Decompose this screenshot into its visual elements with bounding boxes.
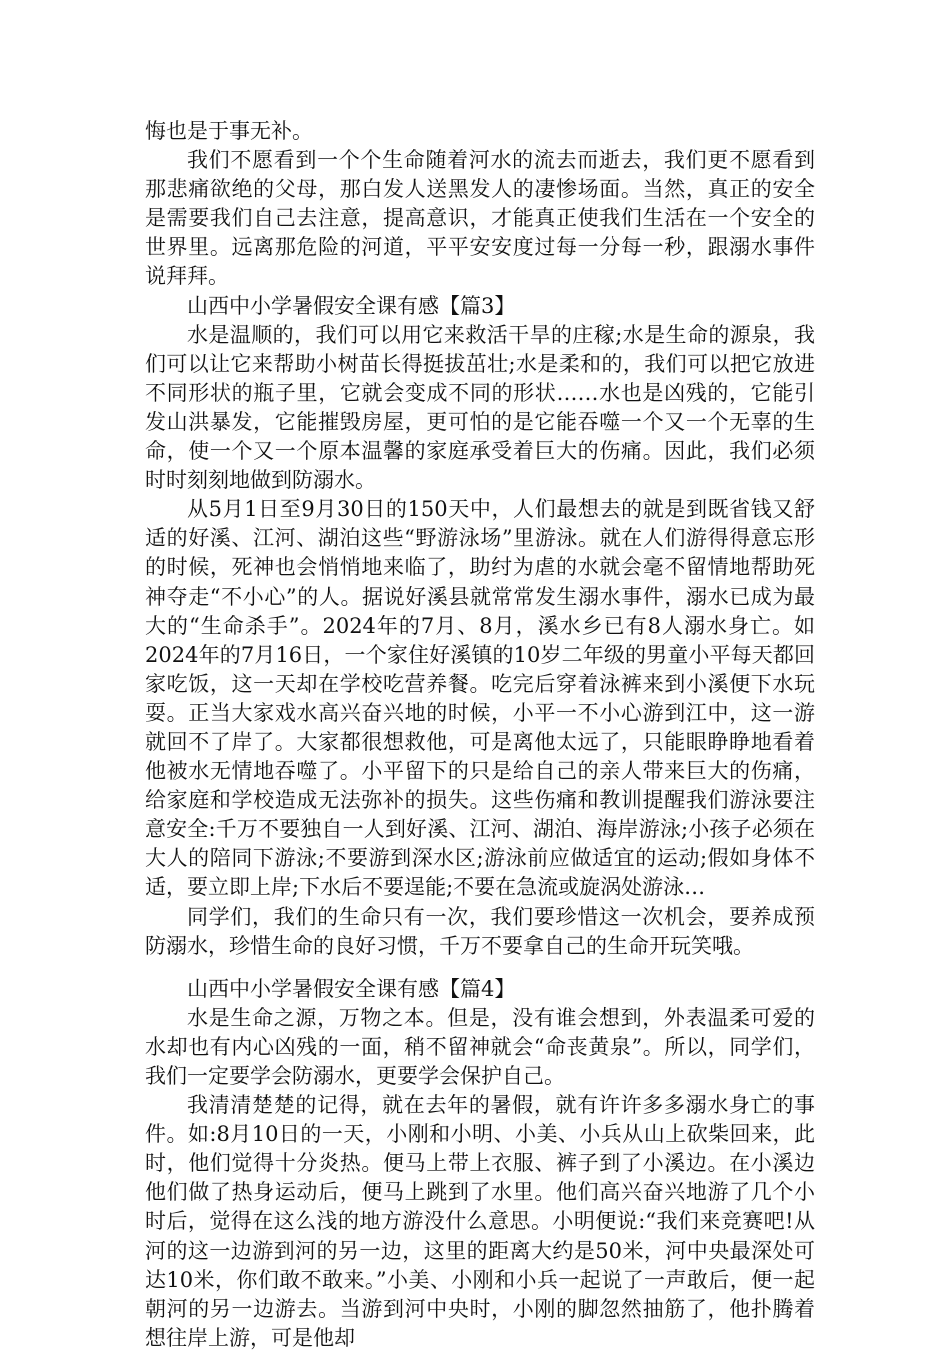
section-4-paragraph-2: 我清清楚楚的记得，就在去年的暑假，就有许许多多溺水身亡的事件。如:8月10日的一天，小刚和小明、小美、小兵从山上砍柴回来，此时，他们觉得十分炎热。便马上带上衣服、裤子到了小溪边。在小溪边他们做了热身运动后，便马上跳到了水里。他们高兴奋兴地游了几个小时后，觉得在这么浅的地方游没什么意思。小明便说:“我们来竞赛吧!从河的这一边游到河的另一边，这里的距离大约是50米，河中央最深处可达10米，你们敢不敢来。”小美、小刚和小兵一起说了一声敢后，便一起朝河的另一边游去。当游到河中央时，小刚的脚忽然抽筋了，他扑腾着想往岸上游，可是他却	[145, 1093, 815, 1350]
intro-continuation: 悔也是于事无补。	[145, 119, 313, 143]
intro-paragraph: 我们不愿看到一个个生命随着河水的流去而逝去，我们更不愿看到那悲痛欲绝的父母，那白发人送黑发人的凄惨场面。当然，真正的安全是需要我们自己去注意，提高意识，才能真正使我们生活在一个安全的世界里。远离那危险的河道，平平安安度过每一分每一秒，跟溺水事件说拜拜。	[145, 148, 815, 289]
section-4-heading: 山西中小学暑假安全课有感【篇4】	[187, 976, 516, 1001]
section-4-paragraph-1: 水是生命之源，万物之本。但是，没有谁会想到，外表温柔可爱的水却也有内心凶残的一面，稍不留神就会“命丧黄泉”。所以，同学们，我们一定要学会防溺水，更要学会保护自己。	[145, 1005, 815, 1088]
document-page	[145, 117, 815, 1353]
section-3-paragraph-1: 水是温顺的，我们可以用它来救活干旱的庄稼;水是生命的源泉，我们可以让它来帮助小树苗长得挺拔茁壮;水是柔和的，我们可以把它放进不同形状的瓶子里，它就会变成不同的形状……水也是凶残的，它能引发山洪暴发，它能摧毁房屋，更可怕的是它能吞噬一个又一个无辜的生命，使一个又一个原本温馨的家庭承受着巨大的伤痛。因此，我们必须时时刻刻地做到防溺水。	[145, 322, 815, 493]
section-3-paragraph-2: 从5月1日至9月30日的150天中，人们最想去的就是到既省钱又舒适的好溪、江河、湖泊这些“野游泳场”里游泳。就在人们游得得意忘形的时候，死神也会悄悄地来临了，助纣为虐的水就会毫不留情地帮助死神夺走“不小心”的人。据说好溪县就常常发生溺水事件，溺水已成为最大的“生命杀手”。2024年的7月、8月，溪水乡已有8人溺水身亡。如2024年的7月16日，一个家住好溪镇的10岁二年级的男童小平每天都回家吃饭，这一天却在学校吃营养餐。吃完后穿着泳裤来到小溪便下水玩耍。正当大家戏水高兴奋兴地的时候，小平一不小心游到江中，这一游就回不了岸了。大家都很想救他，可是离他太远了，只能眼睁睁地看着他被水无情地吞噬了。小平留下的只是给自己的亲人带来巨大的伤痛，给家庭和学校造成无法弥补的损失。这些伤痛和教训提醒我们游泳要注意安全:千万不要独自一人到好溪、江河、湖泊、海岸游泳;小孩子必须在大人的陪同下游泳;不要游到深水区;游泳前应做适宜的运动;假如身体不适，要立即上岸;下水后不要逞能;不要在急流或旋涡处游泳…	[145, 497, 815, 900]
section-spacer	[145, 961, 815, 975]
section-3-paragraph-3: 同学们，我们的生命只有一次，我们要珍惜这一次机会，要养成预防溺水，珍惜生命的良好习惯，千万不要拿自己的生命开玩笑哦。	[145, 904, 815, 958]
section-3-heading: 山西中小学暑假安全课有感【篇3】	[187, 293, 516, 318]
